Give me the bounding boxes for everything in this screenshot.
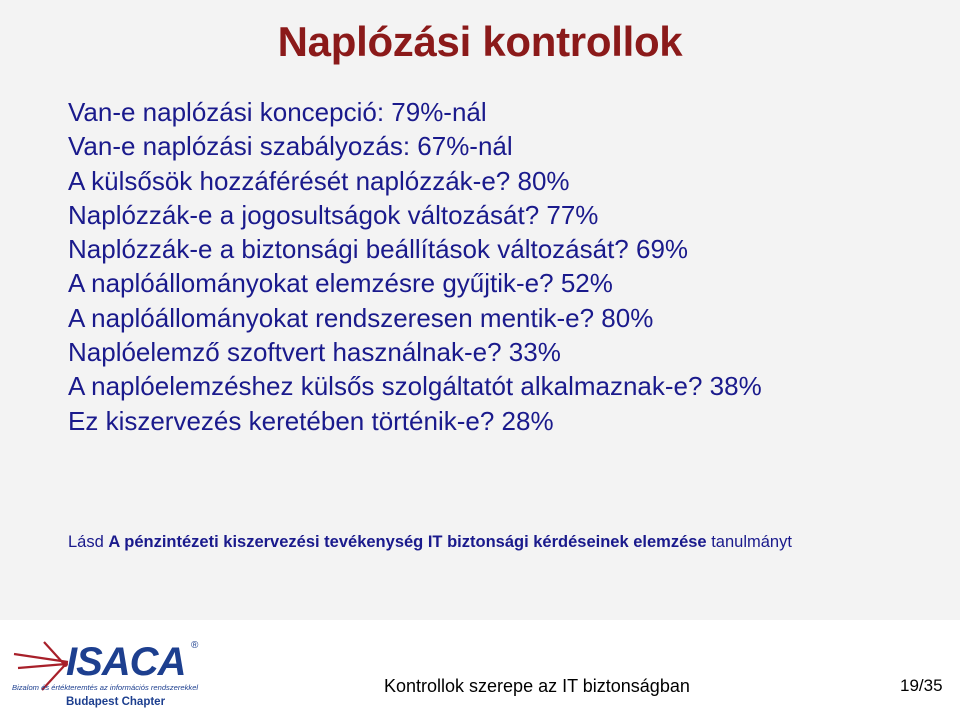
list-item: Naplóelemző szoftvert használnak-e? 33% [68, 337, 561, 368]
logo-chapter: Budapest Chapter [66, 696, 166, 708]
footer-title: Kontrollok szerepe az IT biztonságban [384, 676, 690, 696]
list-item: A naplóállományokat elemzésre gyűjtik-e? 52% [68, 268, 613, 299]
reference-suffix: tanulmányt [706, 533, 792, 551]
list-item: Ez kiszervezés keretében történik-e? 28% [68, 405, 554, 436]
logo-registered: ® [191, 640, 199, 651]
list-item: Naplózzák-e a jogosultságok változását? 77% [68, 199, 599, 230]
slide-title: Naplózási kontrollok [277, 18, 683, 65]
bullet-list [68, 95, 762, 438]
page-number: 19/35 [900, 676, 943, 695]
list-item: Van-e naplózási szabályozás: 67%-nál [68, 131, 513, 162]
list-item: Naplózzák-e a biztonsági beállítások változását? 69% [68, 234, 689, 265]
list-item: Van-e naplózási koncepció: 79%-nál [68, 97, 487, 127]
reference-note [68, 533, 792, 552]
reference-title: A pénzintézeti kiszervezési tevékenység IT biztonsági kérdéseinek elemzése [108, 533, 707, 551]
list-item: A naplóelemzéshez külsős szolgáltatót alkalmaznak-e? 38% [68, 371, 762, 402]
reference-prefix: Lásd [68, 533, 109, 551]
list-item: A naplóállományokat rendszeresen mentik-e? 80% [68, 302, 654, 333]
logo-tagline: Bizalom és értékteremtés az információs rendszerekkel [12, 683, 199, 692]
isaca-logo [8, 628, 230, 716]
logo-wordmark: ISACA [66, 640, 186, 684]
list-item: A külsősök hozzáférését naplózzák-e? 80% [68, 165, 570, 196]
